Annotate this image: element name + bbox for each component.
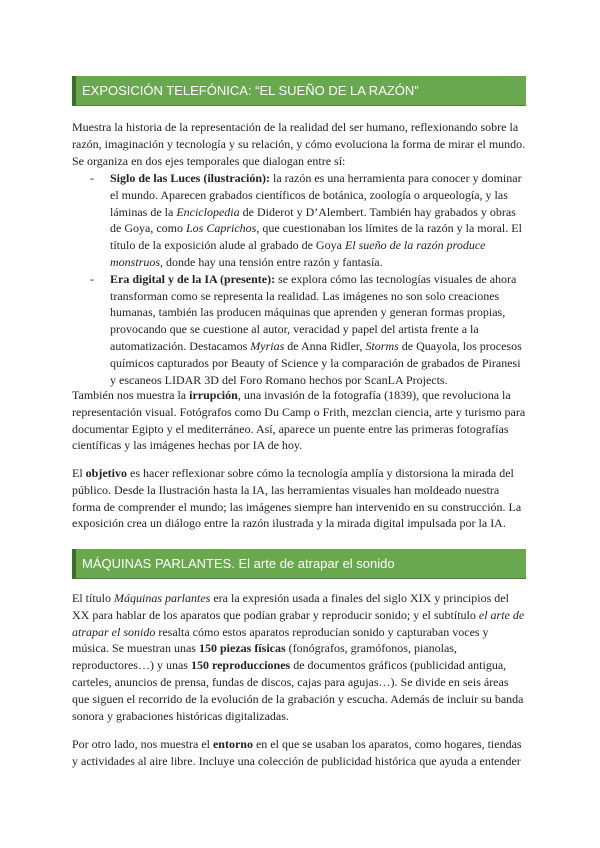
paragraph-text: (fonógrafos, gramófonos, pianolas, reproductores…) y unas <box>72 641 457 673</box>
paragraph-text: También nos muestra la <box>72 388 190 402</box>
paragraph-text: de documentos gráficos (publicidad antigua, carteles, anuncios de prensa, fundas de discos, cajas para agujas…). Se divide en seis áreas que siguen el recorrido de la evolución de la grabación y escucha. Además de incluir su banda sonora y grabaciones históricas digitalizadas. <box>72 658 524 723</box>
paragraph-text: resalta cómo estos aparatos reproducían sonido y capturaban voces y música. Se muestran unas <box>72 624 489 656</box>
paragraph-bold: 150 reproducciones <box>190 658 291 673</box>
bullet-text: , donde hay una tensión entre razón y fantasía. <box>160 254 383 269</box>
section-heading-text: EXPOSICIÓN TELEFÓNICA: “EL SUEÑO DE LA RAZÓN” <box>82 83 419 98</box>
bullet-italic: El sueño de la razón produce monstruos <box>110 238 486 269</box>
paragraph-text: es hacer reflexionar sobre cómo la tecnología amplía y distorsiona la mirada del público. Desde la Ilustración hasta la IA, las herramientas visuales han moldeado nuestra forma de comprender el mundo; las imágenes siempre han intervenido en su construcción. La exposición crea un diálogo entre la razón ilustrada y la mirada digital impulsada por la IA. <box>72 466 522 531</box>
intro-paragraph: Muestra la historia de la representación de la realidad del ser humano, reflexionando sobre la razón, imaginación y tecnología y su relación, y cómo evoluciona la forma de mirar el mundo. Se organiza en dos ejes temporales que dialogan entre sí: <box>72 120 526 168</box>
paragraph-bold: irrupción <box>189 388 238 402</box>
paragraph-bold: 150 piezas físicas <box>198 641 286 656</box>
paragraph-italic: Máquinas parlantes <box>114 591 211 605</box>
bullet-italic: Storms <box>365 338 399 353</box>
paragraph-text: en el que se usaban los aparatos, como hogares, tiendas y actividades al aire libre. Incluye una colección de publicidad histórica que ayuda a entender <box>72 737 522 768</box>
bullet-dash: - <box>90 271 94 286</box>
list-item <box>72 271 528 389</box>
list-item <box>72 170 528 271</box>
bullet-dash: - <box>90 171 94 185</box>
bullet-text: la razón es una herramienta para conocer y dominar el mundo. Aparecen grabados científicos de botánica, zoología o arqueología, y las láminas de la <box>110 171 522 219</box>
bullet-text: se explora cómo las tecnologías visuales de ahora transforman como se representa la realidad. Las imágenes no son solo creaciones humanas, también las producen máquinas que aprenden y generan formas propias, provocando que se cuestione al autor, veracidad y papel del artista frente a la automatización. Destacamos <box>110 271 517 353</box>
paragraph-text: era la expresión usada a finales del siglo XIX y principios del XX para hablar de los aparatos que podían grabar y reproducir sonido; y el subtítulo <box>72 591 509 622</box>
section-heading-text: MÁQUINAS PARLANTES. El arte de atrapar el sonido <box>82 556 395 571</box>
bullet-text: de Quayola, los procesos químicos capturados por Beauty of Science y la comparación de grabados de Piranesi y escaneos LIDAR 3D del Foro Romano hechos por ScanLA Projects. <box>110 338 522 387</box>
bullet-italic: Los Caprichos <box>185 221 257 236</box>
objective-paragraph <box>72 465 528 532</box>
bullet-text: de Diderot y D’Alembert. También hay grabados y obras de Goya, como <box>110 204 516 236</box>
paragraph-text: El <box>72 466 86 480</box>
paragraph-bold: objetivo <box>85 466 127 480</box>
section-heading-maquinas <box>72 549 526 579</box>
entorno-paragraph <box>72 736 528 770</box>
maquinas-paragraph <box>72 590 528 724</box>
bullet-list <box>72 170 528 388</box>
bullet-italic: Enciclopedia <box>176 204 240 219</box>
bullet-italic: Myrias <box>250 338 285 353</box>
paragraph-text: Por otro lado, nos muestra el <box>72 737 213 751</box>
paragraph-italic: el arte de atrapar el sonido <box>72 607 525 639</box>
photography-paragraph <box>72 387 528 454</box>
bullet-title: Era digital y de la IA (presente): <box>110 271 276 286</box>
bullet-text: , que cuestionaban los límites de la razón y la moral. El título de la exposición alude al grabado de Goya <box>110 221 522 253</box>
section-heading-exposicion <box>72 76 526 106</box>
paragraph-text: El título <box>72 591 114 605</box>
paragraph-bold: entorno <box>212 737 253 751</box>
bullet-text: de Anna Ridler, <box>284 338 366 353</box>
bullet-title: Siglo de las Luces (ilustración): <box>110 171 271 185</box>
paragraph-text: , una invasión de la fotografía (1839), que revoluciona la representación visual. Fotógrafos como Du Camp o Frith, mezclan ciencia, arte y turismo para documentar Egipto y el mediterráneo. Así, aparece un puente entre las primeras fotografías científicas y las imágenes hechas por IA de hoy. <box>72 388 526 453</box>
